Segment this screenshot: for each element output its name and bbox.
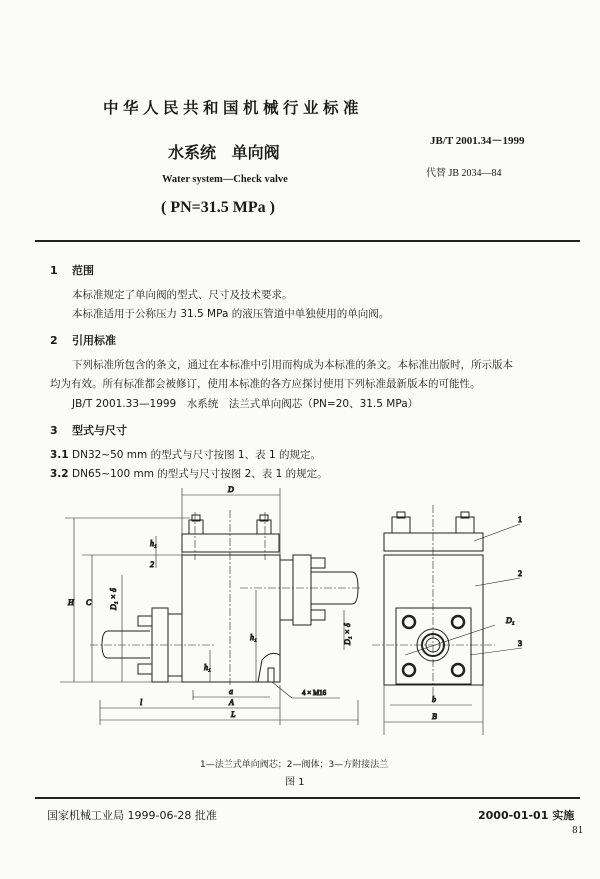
side-view xyxy=(372,505,522,735)
referenced-standard: JB/T 2001.33—1999 水系统 法兰式单向阀芯（PN=20、31.5 MPa） xyxy=(72,398,419,410)
left-pipe xyxy=(102,631,150,658)
square-flange xyxy=(396,608,471,684)
dim-label-C: C xyxy=(86,598,92,607)
part-callout-1: 1 xyxy=(518,515,522,524)
paragraph: 均为有效。所有标准都会被修订，使用本标准的各方应探讨使用下列标准最新版本的可能性。 xyxy=(50,378,481,390)
right-flange xyxy=(293,555,311,625)
title-pressure: ( PN=31.5 MPa ) xyxy=(161,199,275,216)
standard-code: JB/T 2001.34－1999 xyxy=(430,135,525,147)
figure-caption: 图 1 xyxy=(285,777,305,788)
bolt-head xyxy=(257,520,271,534)
paragraph: 本标准规定了单向阀的型式、尺寸及技术要求。 xyxy=(72,289,293,301)
part-callout-2: 2 xyxy=(518,569,522,578)
top-plate xyxy=(182,534,279,552)
clause-3-1: 3.1 DN32~50 mm 的型式与尺寸按图 1、表 1 的规定。 xyxy=(50,449,321,461)
title-english: Water system—Check valve xyxy=(162,174,288,185)
section-1-heading: 1 范围 xyxy=(50,264,94,277)
figure-1-drawing xyxy=(0,480,600,750)
paragraph: 本标准适用于公称压力 31.5 MPa 的液压管道中单独使用的单向阀。 xyxy=(72,308,390,320)
part-callout-3: 3 xyxy=(518,639,522,648)
dim-label-A: A xyxy=(229,698,234,707)
dim-label-B: B xyxy=(432,712,437,721)
dim-label-h1: h₁ xyxy=(150,539,157,548)
figure-legend: 1—法兰式单向阀芯；2—阀体；3—方附接法兰 xyxy=(200,760,389,770)
dim-label-D1-delta: D₁ × δ xyxy=(109,588,118,610)
dim-label-D: D xyxy=(228,485,234,494)
paragraph: 下列标准所包含的条文，通过在本标准中引用而构成为本标准的条文。本标准出版时，所示版本 xyxy=(72,359,513,371)
section-3-heading: 3 型式与尺寸 xyxy=(50,424,127,437)
front-view xyxy=(60,485,362,725)
dim-label-D1-delta-outlet: D₁ × δ xyxy=(343,623,352,645)
dim-label-D1: D₁ xyxy=(506,616,515,625)
dim-label-a: a xyxy=(229,687,233,696)
title-chinese: 水系统 单向阀 xyxy=(168,143,280,162)
approval-text: 国家机械工业局 1999-06-28 批准 xyxy=(47,809,217,822)
issuing-organization: 中华人民共和国机械行业标准 xyxy=(103,99,364,117)
page-number: 81 xyxy=(572,826,584,836)
dim-label-L: L xyxy=(231,710,236,719)
dim-label-b: b xyxy=(432,695,436,704)
clause-3-2: 3.2 DN65~100 mm 的型式与尺寸按图 2、表 1 的规定。 xyxy=(50,468,328,480)
header-divider xyxy=(35,240,580,242)
dim-label-l: l xyxy=(140,698,143,707)
dim-label-h1-inlet: h₁ xyxy=(204,663,211,672)
bolt-head xyxy=(189,520,203,534)
bolt-callout: 4 × M16 xyxy=(302,689,327,697)
implementation-date: 2000-01-01 实施 xyxy=(478,809,575,822)
dim-label-2: 2 xyxy=(150,560,154,569)
valve-body xyxy=(182,555,280,682)
side-body xyxy=(384,555,483,685)
dim-label-H: H xyxy=(68,598,74,607)
section-2-heading: 2 引用标准 xyxy=(50,334,116,347)
dim-label-h1-body: h₁ xyxy=(250,633,257,642)
footer-divider xyxy=(35,797,580,799)
replaces-standard: 代替 JB 2034—84 xyxy=(426,168,502,179)
